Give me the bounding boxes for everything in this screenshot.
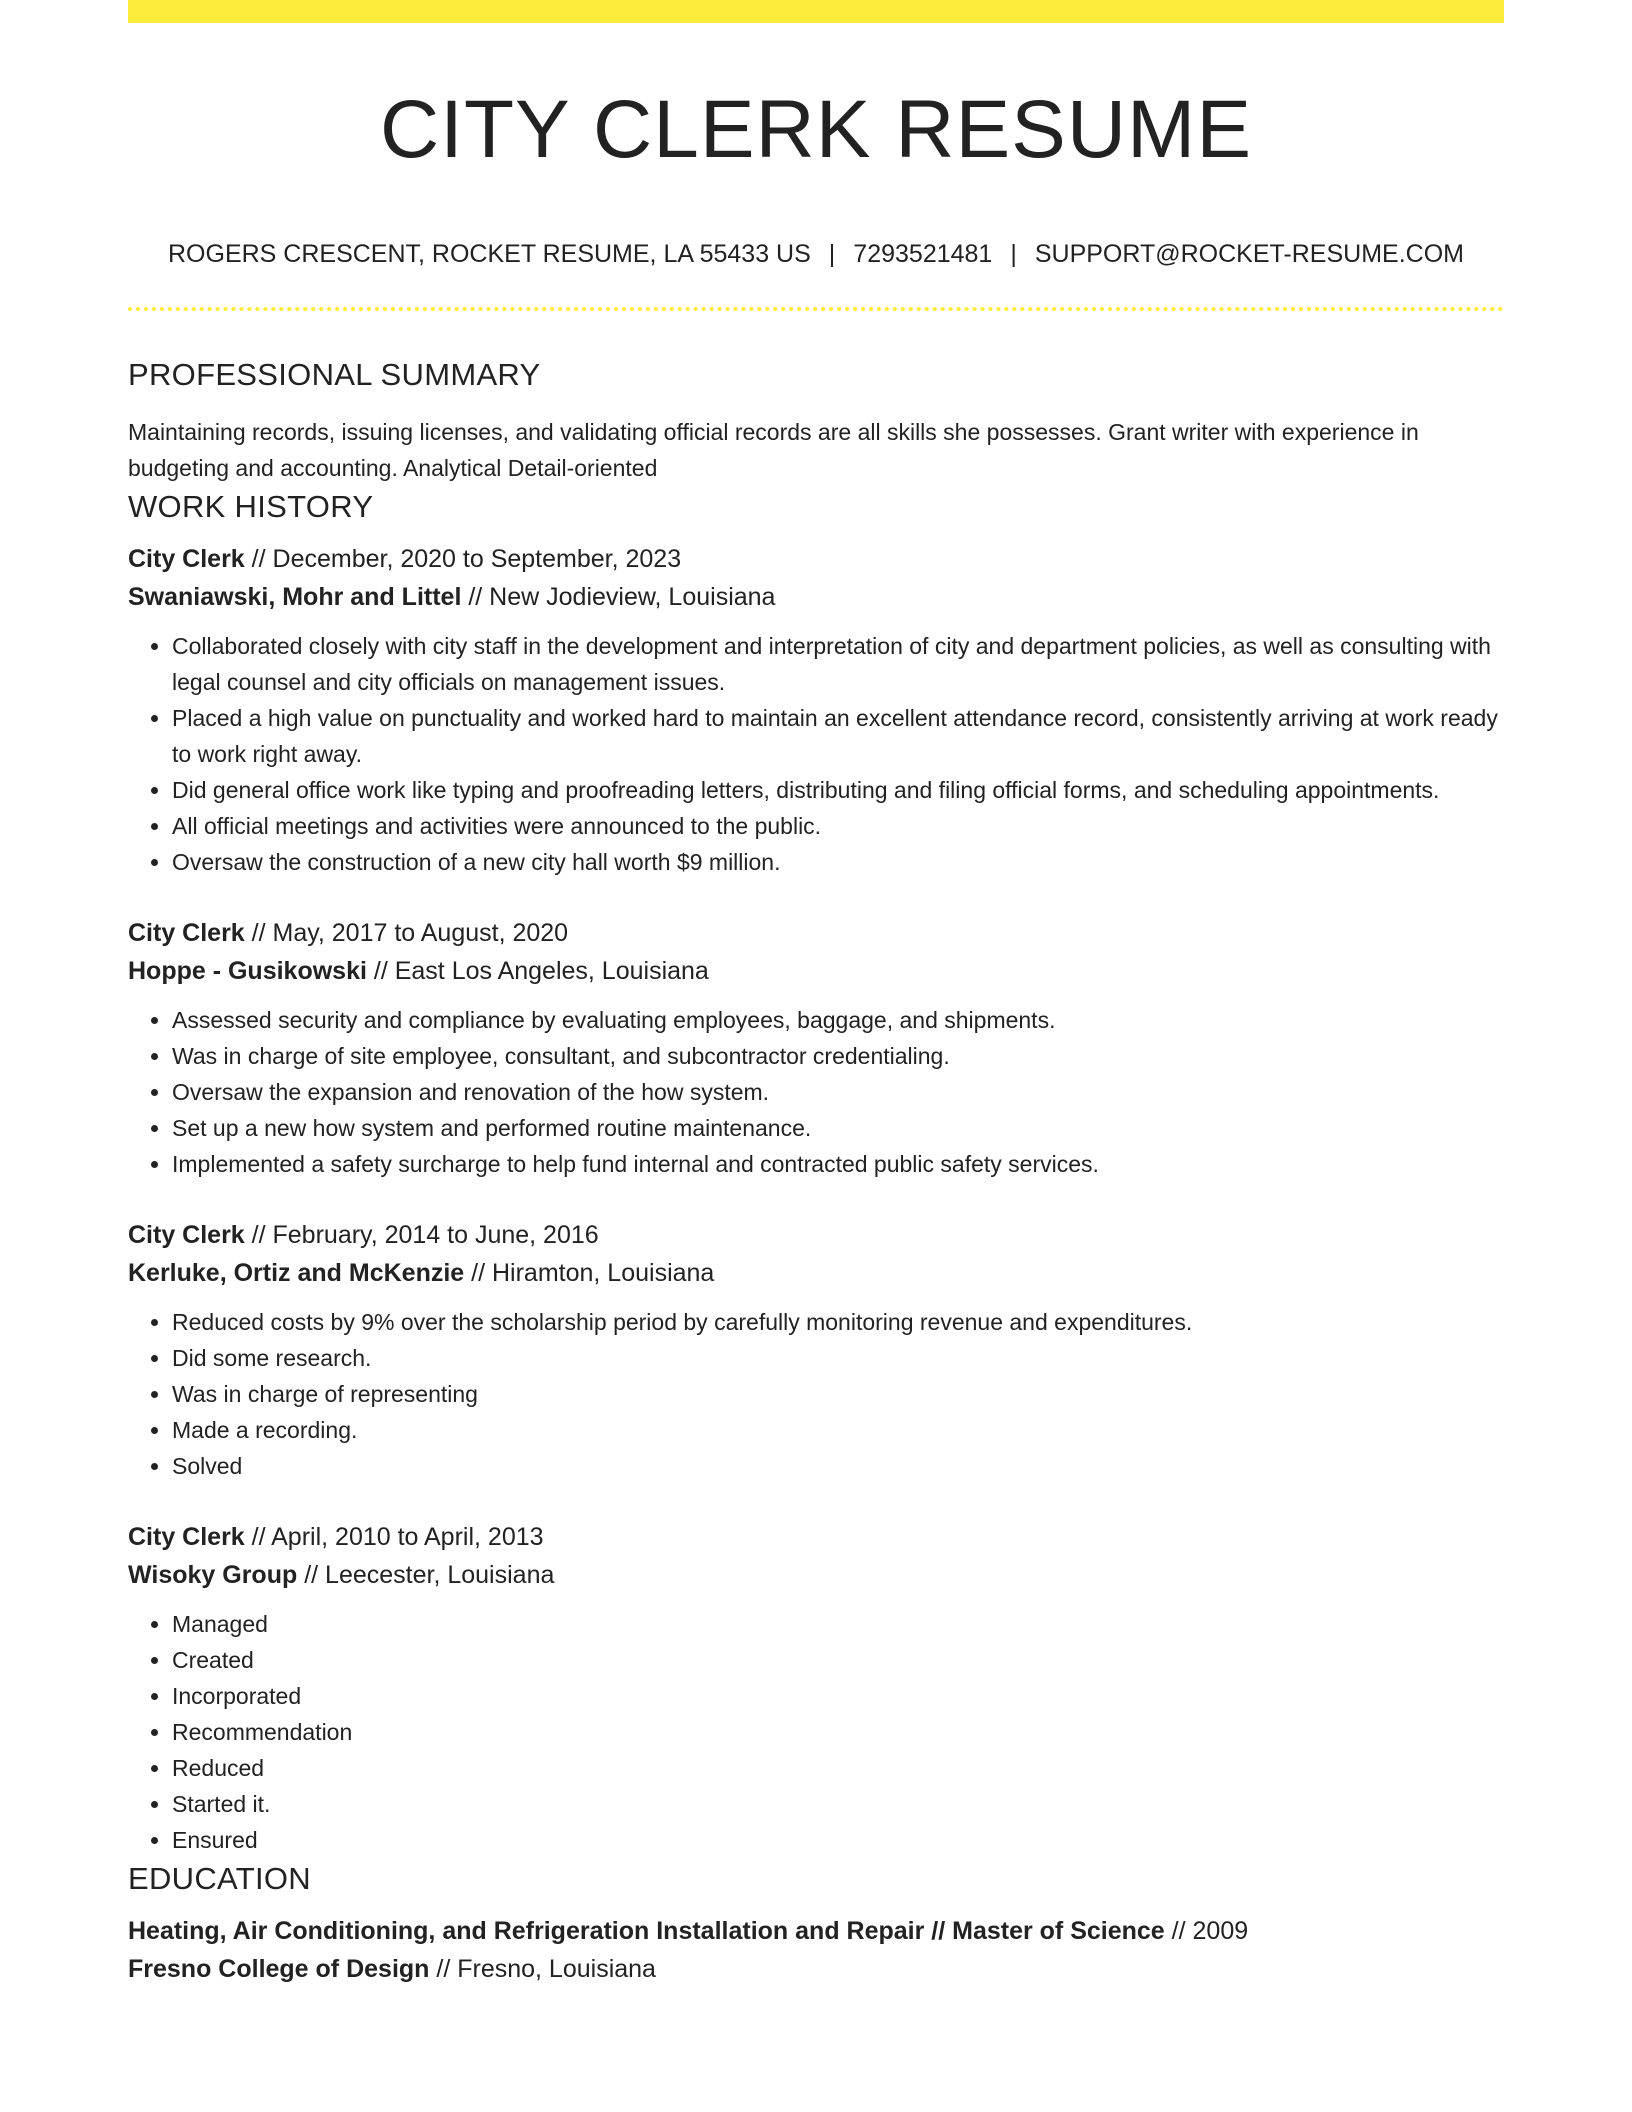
education-degree-line [128, 1912, 1504, 1950]
job-bullets [128, 1606, 1504, 1858]
job-title: City Clerk [128, 1221, 245, 1249]
list-item: • Started it. [172, 1786, 1504, 1822]
list-item: • Reduced costs by 9% over the scholarship period by carefully monitoring revenue and expenditures. [172, 1304, 1504, 1340]
work-history-heading: WORK HISTORY [128, 489, 374, 524]
list-item: • Assessed security and compliance by evaluating employees, baggage, and shipments. [172, 1002, 1504, 1038]
list-item: • Recommendation [172, 1714, 1504, 1750]
job-location: // New Jodieview, Louisiana [468, 583, 776, 611]
list-item: • Solved [172, 1448, 1504, 1484]
list-item: • All official meetings and activities were announced to the public. [172, 808, 1504, 844]
list-item: • Incorporated [172, 1678, 1504, 1714]
resume-body [128, 354, 1504, 1988]
education-heading: EDUCATION [128, 1861, 311, 1896]
list-item: • Implemented a safety surcharge to help fund internal and contracted public safety services. [172, 1146, 1504, 1182]
job-bullets [128, 1002, 1504, 1182]
education-year: // 2009 [1171, 1917, 1249, 1945]
job-title-line [128, 1518, 1504, 1556]
list-item: • Did general office work like typing and proofreading letters, distributing and filing official forms, and scheduling appointments. [172, 772, 1504, 808]
accent-top-bar [128, 0, 1504, 23]
job-company-line [128, 1254, 1504, 1292]
job-location: // Hiramton, Louisiana [471, 1259, 715, 1287]
job-dates: // May, 2017 to August, 2020 [251, 919, 569, 947]
resume-title: CITY CLERK RESUME [379, 84, 1253, 175]
job-company-line [128, 578, 1504, 616]
contact-phone: 7293521481 [853, 240, 993, 268]
job-title: City Clerk [128, 1523, 245, 1551]
list-item: • Managed [172, 1606, 1504, 1642]
summary-text: Maintaining records, issuing licenses, and validating official records are all skills she possesses. Grant writer with experience in budgeting and accounting. Analytical Detail-oriented [128, 419, 1419, 481]
job-title-line [128, 1216, 1504, 1254]
contact-line [128, 236, 1504, 272]
list-item: • Did some research. [172, 1340, 1504, 1376]
list-item: • Made a recording. [172, 1412, 1504, 1448]
job-title: City Clerk [128, 545, 245, 573]
job-dates: // February, 2014 to June, 2016 [251, 1221, 599, 1249]
contact-separator: | [1010, 240, 1017, 268]
education-degree: Heating, Air Conditioning, and Refrigeration Installation and Repair // Master of Science [128, 1917, 1165, 1945]
job-company: Hoppe - Gusikowski [128, 957, 367, 985]
list-item: • Oversaw the expansion and renovation of the how system. [172, 1074, 1504, 1110]
list-item: • Reduced [172, 1750, 1504, 1786]
job-location: // Leecester, Louisiana [304, 1561, 555, 1589]
list-item: • Collaborated closely with city staff in the development and interpretation of city and department policies, as well as consulting with legal counsel and city officials on management issues. [172, 628, 1504, 700]
list-item: • Set up a new how system and performed routine maintenance. [172, 1110, 1504, 1146]
job-bullets [128, 1304, 1504, 1484]
list-item: • Oversaw the construction of a new city hall worth $9 million. [172, 844, 1504, 880]
job-company: Swaniawski, Mohr and Littel [128, 583, 462, 611]
education-school: Fresno College of Design [128, 1955, 430, 1983]
job-company: Wisoky Group [128, 1561, 298, 1589]
job-location: // East Los Angeles, Louisiana [373, 957, 709, 985]
list-item: • Ensured [172, 1822, 1504, 1858]
job-company-line [128, 952, 1504, 990]
job-dates: // December, 2020 to September, 2023 [251, 545, 682, 573]
list-item: • Placed a high value on punctuality and worked hard to maintain an excellent attendance record, consistently arriving at work ready to work right away. [172, 700, 1504, 772]
job-title: City Clerk [128, 919, 245, 947]
job-entry [128, 914, 1504, 1182]
education-entry [128, 1912, 1504, 1988]
dotted-divider [128, 307, 1504, 311]
job-dates: // April, 2010 to April, 2013 [251, 1523, 544, 1551]
contact-separator: | [828, 240, 836, 268]
job-company: Kerluke, Ortiz and McKenzie [128, 1259, 465, 1287]
list-item: • Was in charge of representing [172, 1376, 1504, 1412]
contact-address: ROGERS CRESCENT, ROCKET RESUME, LA 55433 US [168, 240, 811, 268]
education-location: // Fresno, Louisiana [436, 1955, 656, 1983]
job-entry [128, 1216, 1504, 1484]
summary-heading: PROFESSIONAL SUMMARY [128, 357, 541, 392]
list-item: • Created [172, 1642, 1504, 1678]
job-title-line [128, 540, 1504, 578]
job-company-line [128, 1556, 1504, 1594]
contact-email: SUPPORT@ROCKET-RESUME.COM [1034, 240, 1464, 268]
education-school-line [128, 1950, 1504, 1988]
job-entry [128, 540, 1504, 880]
list-item: • Was in charge of site employee, consultant, and subcontractor credentialing. [172, 1038, 1504, 1074]
job-title-line [128, 914, 1504, 952]
job-entry [128, 1518, 1504, 1858]
job-bullets [128, 628, 1504, 880]
